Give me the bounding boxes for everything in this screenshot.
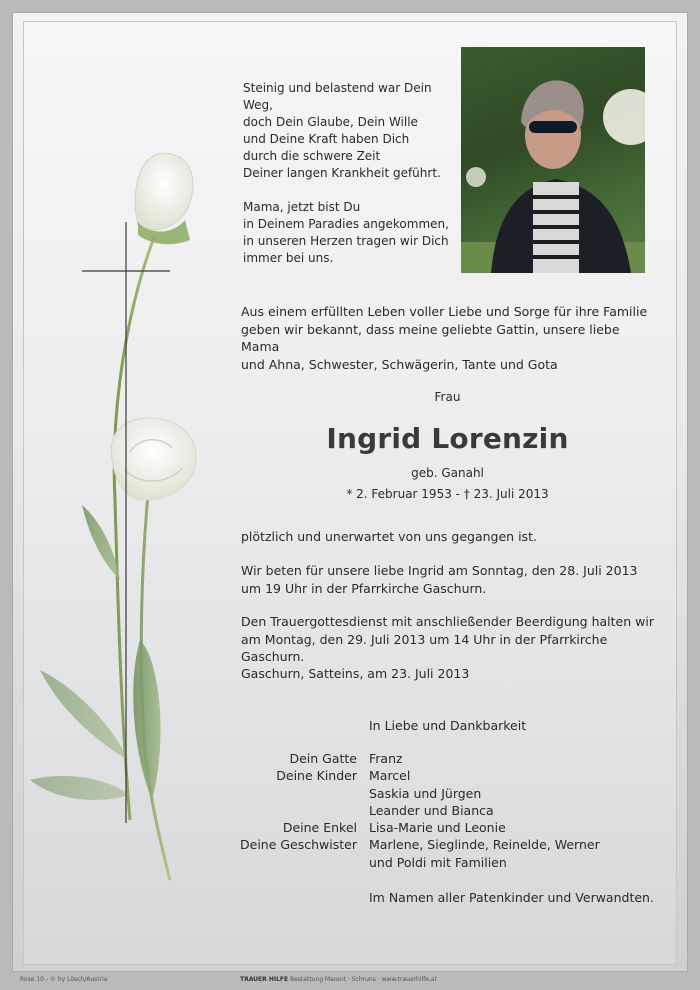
prayer-text: Wir beten für unsere liebe Ingrid am Sonntag, den 28. Juli 2013 um 19 Uhr in der Pfarrkirche Gaschurn. bbox=[241, 563, 638, 596]
siblings-label: Deine Geschwister bbox=[240, 837, 357, 852]
portrait-photo bbox=[461, 47, 645, 273]
children-label: Deine Kinder bbox=[276, 768, 357, 783]
footer-funeral-home: Bestattung Marent · Schruns · www.trauerhilfe.at bbox=[290, 976, 437, 983]
birth-name: geb. Ganahl bbox=[411, 466, 484, 480]
spouse-label: Dein Gatte bbox=[289, 751, 357, 766]
siblings-entry: und Poldi mit Familien bbox=[369, 855, 507, 870]
salutation: Frau bbox=[434, 390, 461, 404]
child-entry: Saskia und Jürgen bbox=[369, 786, 482, 801]
grandchildren-label: Deine Enkel bbox=[282, 820, 357, 835]
poem-text: Steinig und belastend war Dein Weg, doch Dein Glaube, Dein Wille und Deine Kraft haben Dich durch die schwere Zeit Deiner langen Krankheit geführt. Mama, jetzt bist Du in Deinem Paradies angekommen, in unseren Herzen tragen wir Dich immer bei uns. bbox=[243, 81, 449, 265]
footer-copyright: Rose 10 - © by Lösch/Austria bbox=[20, 976, 108, 983]
passing-text: plötzlich und unerwartet von uns gegangen ist. bbox=[241, 529, 537, 544]
closing-text: Im Namen aller Patenkinder und Verwandten. bbox=[369, 890, 654, 905]
white-rose-illustration bbox=[20, 140, 220, 900]
mourners-heading: In Liebe und Dankbarkeit bbox=[369, 718, 527, 733]
siblings-entry: Marlene, Sieglinde, Reinelde, Werner bbox=[369, 837, 600, 852]
deceased-name: Ingrid Lorenzin bbox=[326, 422, 569, 455]
intro-text: Aus einem erfüllten Leben voller Liebe und Sorge für ihre Familie geben wir bekannt, dass meine geliebte Gattin, unsere liebe Mama und Ahna, Schwester, Schwägerin, Tante und Gota bbox=[241, 304, 648, 372]
spouse-name: Franz bbox=[369, 751, 403, 766]
portrait-illustration bbox=[461, 47, 645, 273]
funeral-text: Den Trauergottesdienst mit anschließender Beerdigung halten wir am Montag, den 29. Juli 2013 um 14 Uhr in der Pfarrkirche Gaschurn. bbox=[241, 614, 654, 664]
place-date: Gaschurn, Satteins, am 23. Juli 2013 bbox=[241, 666, 470, 681]
footer-brand: TRAUER HILFE bbox=[240, 976, 289, 983]
life-dates: * 2. Februar 1953 - † 23. Juli 2013 bbox=[346, 487, 549, 501]
child-entry: Leander und Bianca bbox=[369, 803, 494, 818]
child-entry: Marcel bbox=[369, 768, 411, 783]
grandchildren-names: Lisa-Marie und Leonie bbox=[369, 820, 506, 835]
